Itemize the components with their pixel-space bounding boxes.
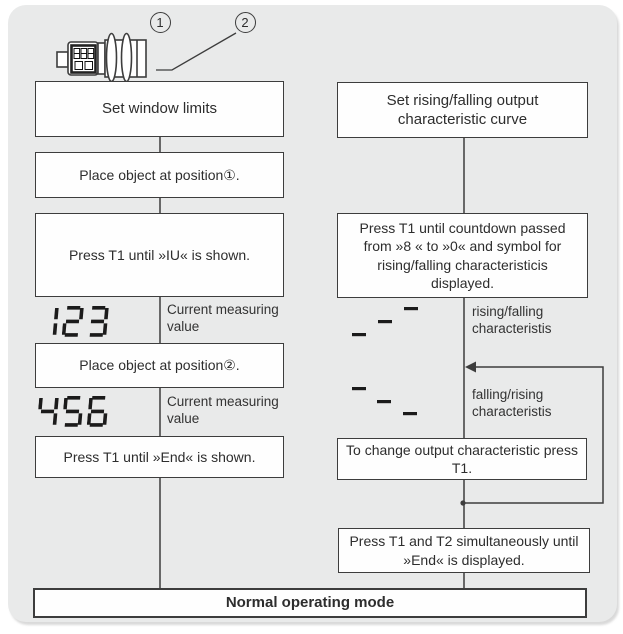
rising-characteristic-icon [352, 307, 418, 336]
step-change-characteristic: To change output characteristic press T1. [337, 438, 587, 480]
step-place-object-2: Place object at position②. [35, 343, 284, 388]
sensor-icon [57, 34, 146, 82]
rising-characteristic-label: rising/falling characteristis [472, 304, 552, 336]
callout-2-leader-line [156, 33, 236, 70]
callout-2 [235, 12, 256, 33]
callout-1-number: 1 [156, 14, 164, 30]
current-measuring-value-label-1: Current measuring value [167, 302, 279, 334]
step-press-t1-end: Press T1 until »End« is shown. [35, 436, 284, 478]
junction-dot [460, 500, 465, 505]
step-press-t1-iu: Press T1 until »IU« is shown. [35, 213, 284, 297]
normal-operating-mode-bar: Normal operating mode [33, 588, 587, 618]
display-value-456 [37, 396, 115, 427]
falling-characteristic-icon [352, 387, 417, 415]
falling-characteristic-label: falling/rising characteristis [472, 387, 552, 419]
callout-1 [150, 12, 171, 33]
display-value-123 [37, 306, 115, 337]
step-place-object-1: Place object at position①. [35, 152, 284, 198]
current-measuring-value-label-2: Current measuring value [167, 394, 279, 426]
step-set-characteristic-curve: Set rising/falling output characteristic curve [337, 82, 588, 138]
step-press-t1-t2-end: Press T1 and T2 simultaneously until »End« is displayed. [338, 528, 590, 573]
callout-2-number: 2 [241, 14, 249, 30]
step-set-window-limits: Set window limits [35, 81, 284, 137]
feedback-arrowhead-icon [465, 362, 476, 373]
step-countdown: Press T1 until countdown passed from »8 « to »0« and symbol for rising/falling characteristicis displayed. [337, 213, 588, 298]
